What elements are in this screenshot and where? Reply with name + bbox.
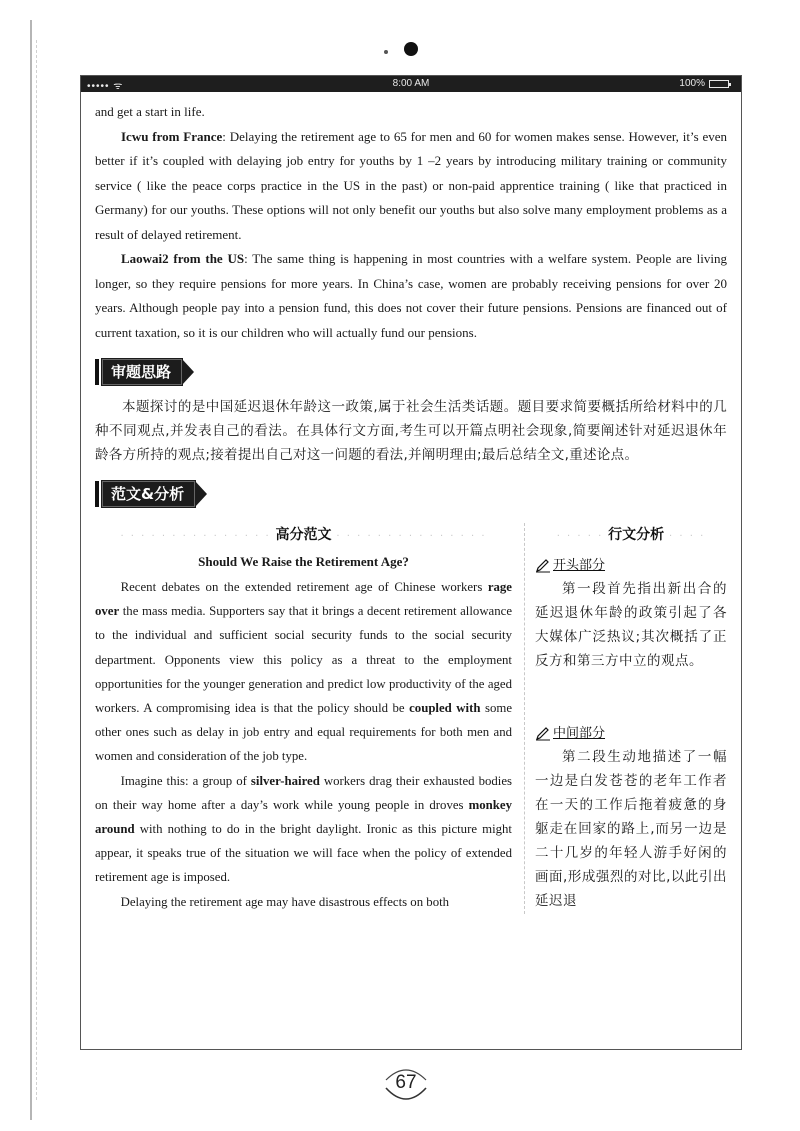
battery-indicator (679, 78, 729, 89)
comment-paragraph (95, 125, 727, 248)
section-tag-sample (95, 481, 207, 507)
comment-speaker: Icwu from France (121, 128, 223, 144)
signal-indicator: ••••• ᯤ (87, 81, 124, 92)
note-label: 中间部分 (553, 726, 606, 741)
analysis-paragraph: 本题探讨的是中国延迟退休年龄这一政策,属于社会生活类话题。题目要求简要概括所给材料中的几种不同观点,并发表自己的看法。在具体行文方面,考生可以开篇点明社会现象,简要阐述针对延迟退休年龄各方所持的观点;接着提出自己对这一问题的看法,并阐明理由;最后总结全文,重述论点。 (95, 399, 727, 463)
section-tag-label: 范文&分析 (102, 481, 195, 507)
essay-paragraph (95, 575, 512, 769)
page-edge-line (30, 20, 32, 1120)
essay-phrase: monkey around (95, 797, 512, 837)
essay-text: with nothing to do in the bright daylight. Ironic as this picture might appear, it speaks true of the situation we will face when the policy of extended retirement age is imposed. (95, 822, 512, 885)
camera-dot (404, 42, 418, 56)
heading-dots-decoration: · · · · (669, 531, 706, 542)
comment-speaker: Laowai2 from the US (121, 251, 245, 266)
analysis-notes-column (525, 523, 727, 914)
tag-arrow-decoration (195, 481, 207, 507)
essay-phrase: rage over (95, 580, 512, 619)
note-label: 开头部分 (553, 558, 606, 573)
essay-text: some other ones such as delay in job entry and equal requirements for both men and women and consideration of the job type. (95, 701, 513, 764)
status-bar (81, 76, 741, 92)
heading-dots-decoration: · · · · · · · · · · · · · · · (336, 531, 487, 542)
section-tag-analysis (95, 359, 194, 385)
battery-percent: 100% (679, 78, 705, 89)
page-content (81, 92, 741, 914)
note-heading-opening (535, 555, 727, 577)
essay-phrase: coupled with (409, 701, 481, 716)
essay-body (95, 575, 512, 914)
comment-text: Delaying the retirement age to 65 for men and 60 for women makes sense. However, it’s even better if it’s coupled with delaying job entry for youths by 1 –2 years by introducing military training or community service ( like the peace corps practice in the US in the past) or non-paid apprentice training ( like that practiced in Germany) for our youths. These options will not only benefit our youths but also solve many employment problems as a result of delayed retirement. (95, 128, 727, 242)
sample-essay-heading-label: 高分范文 (275, 527, 332, 543)
tag-bar-decoration (95, 481, 99, 507)
tag-bar-decoration (95, 359, 99, 385)
essay-text: the mass media. Supporters say that it brings a decent retirement allowance to the individual and sufficient social security funds to the social security department. Opponents view this policy as a threat to the employment opportunities for the younger generation and predict low productivity of the aged workers. A compromising idea is that the policy should be (95, 604, 512, 716)
page-number: 67 (395, 1072, 417, 1093)
sample-essay-column (95, 523, 525, 914)
device-screen (80, 75, 742, 1050)
status-time: 8:00 AM (392, 78, 430, 89)
analysis-notes-heading (535, 523, 727, 547)
page-edge-dashed (36, 40, 37, 1100)
essay-phrase: silver-haired (250, 773, 320, 788)
essay-paragraph: Delaying the retirement age may have disastrous effects on both (120, 894, 450, 909)
essay-paragraph (95, 769, 512, 890)
passage-intro-tail: and get a start in life. (95, 104, 205, 119)
pencil-icon (535, 559, 551, 573)
note-text: 第一段首先指出新出合的延迟退休年龄的政策引起了各大媒体广泛热议;其次概括了正反方和第三方中立的观点。 (535, 581, 727, 669)
sample-essay-heading (95, 523, 512, 547)
tag-arrow-decoration (182, 359, 194, 385)
two-column-section (95, 523, 727, 914)
note-text: 第二段生动地描述了一幅一边是白发苍苍的老年工作者在一天的工作后拖着疲惫的身躯走在回家的路上,而另一边是二十几岁的年轻人游手好闲的画面,形成强烈的对比,以此引出延迟退 (535, 749, 727, 909)
essay-text: Imagine this: a group of (120, 773, 251, 788)
note-heading-middle (535, 723, 727, 745)
analysis-notes-heading-label: 行文分析 (608, 527, 665, 543)
camera-sensor-dot (384, 50, 388, 54)
comment-paragraph (95, 247, 727, 345)
comment-text: The same thing is happening in most countries with a welfare system. People are living longer, so they require pensions for more years. In China’s case, women are probably receiving pensions for over 20 years. Although people pay into a pension fund, this does not cover their future pensions. Pensions are financed out of current taxation, so it is our children who will actually fund our pensions. (95, 251, 728, 340)
essay-title: Should We Raise the Retirement Age? (198, 554, 409, 569)
heading-dots-decoration: · · · · · · · · · · · · · · · (120, 531, 271, 542)
page-number-badge (380, 1058, 432, 1108)
pencil-icon (535, 727, 551, 741)
heading-dots-decoration: · · · · · (556, 531, 604, 542)
comment-separator: : (244, 251, 248, 266)
battery-icon (709, 80, 729, 88)
essay-text: workers drag their exhausted bodies on their way home after a day’s work while young people in droves (95, 773, 512, 812)
comment-separator: : (222, 128, 226, 144)
essay-text: Recent debates on the extended retirement age of Chinese workers (120, 580, 488, 594)
section-tag-label: 审题思路 (102, 359, 182, 385)
